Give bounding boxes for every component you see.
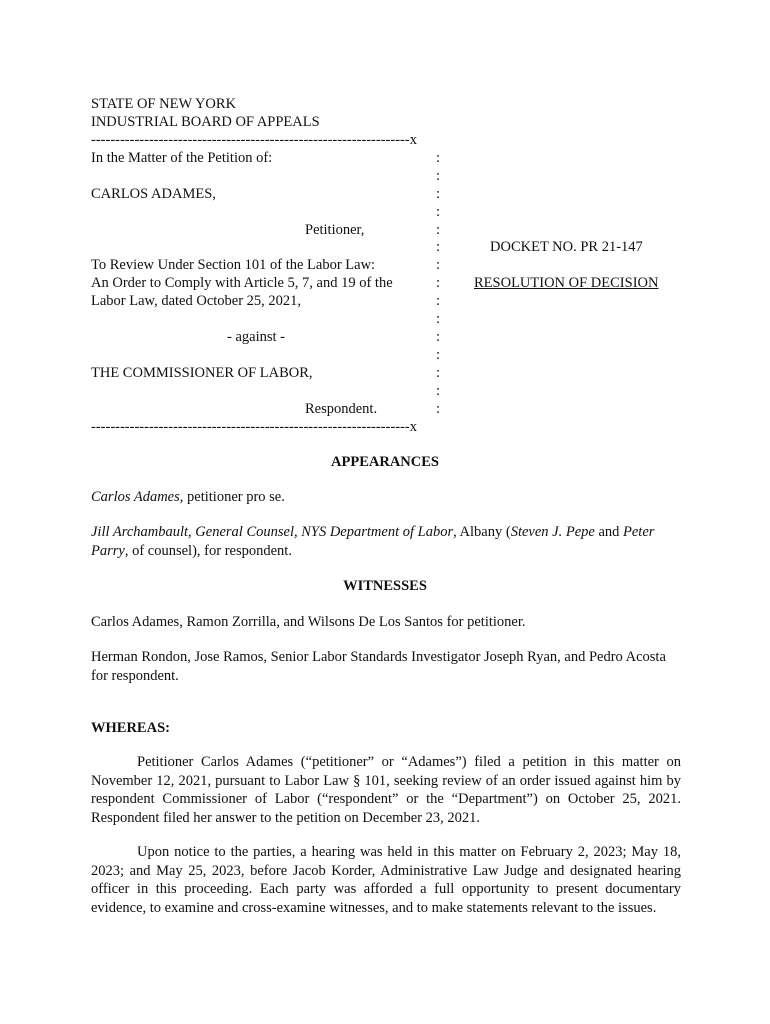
caption-colon: : [436,329,441,345]
caption-rule-top: ------------------------------------------------------------------x [91,132,417,148]
caption-colon: : [436,186,441,202]
witnesses-respondent: Herman Rondon, Jose Ramos, Senior Labor Standards Investigator Joseph Ryan, and Pedro Acosta for respondent. [91,649,666,684]
caption-colon: : [436,293,441,309]
appearance-respondent-text: , of counsel), for respondent. [124,542,292,559]
docket-number: DOCKET NO. PR 21-147 [490,239,643,255]
respondent-role: Respondent. [305,401,378,417]
witnesses-heading: WITNESSES [343,578,427,594]
review-line-2: An Order to Comply with Article 5, 7, and 19 of the [91,275,393,291]
caption-colon: : [436,383,441,399]
caption-colon: : [436,239,441,255]
respondent-counsel-2: Peter Parry [91,524,655,559]
appearance-respondent-text: and [594,524,624,540]
appearance-respondent [91,523,681,560]
document-title: RESOLUTION OF DECISION [474,275,659,291]
court-state: STATE OF NEW YORK [91,96,237,112]
review-line-3: Labor Law, dated October 25, 2021, [91,293,302,309]
in-the-matter: In the Matter of the Petition of: [91,150,273,166]
petitioner-name: CARLOS ADAMES, [91,186,216,202]
caption-rule-bottom: ------------------------------------------------------------------x [91,419,417,435]
caption-colon: : [436,257,441,273]
appearance-petitioner-name: Carlos Adames, [91,489,184,505]
appearance-petitioner-text: petitioner pro se. [183,489,285,505]
whereas-paragraph-1: Petitioner Carlos Adames (“petitioner” or “Adames”) filed a petition in this matter on November 12, 2021, pursuant to Labor Law § 101, seeking review of an order issued against him by respondent Commissioner of Labor (“respondent” or the “Department”) on October 25, 2021. Respondent filed her answer to the petition on December 23, 2021. [91,754,681,826]
caption-colon: : [436,365,441,381]
caption-colon: : [436,347,441,363]
respondent-counsel-office: Jill Archambault, General Counsel, NYS Department of Labor [91,524,454,540]
caption-colon: : [436,150,441,166]
respondent-name: THE COMMISSIONER OF LABOR, [91,365,313,381]
petitioner-role: Petitioner, [305,222,365,238]
caption-colon: : [436,401,441,417]
appearances-heading: APPEARANCES [331,454,439,470]
caption-colon: : [436,222,441,238]
caption-colon: : [436,311,441,327]
appearance-respondent-text: , Albany ( [453,524,511,540]
court-board: INDUSTRIAL BOARD OF APPEALS [91,114,320,130]
respondent-counsel-1: Steven J. Pepe [510,524,595,540]
appearance-petitioner [91,488,681,507]
against: - against - [227,329,285,345]
caption-colon: : [436,168,441,184]
caption-colon: : [436,204,441,220]
whereas-paragraph-2: Upon notice to the parties, a hearing was held in this matter on February 2, 2023; May 18, 2023; and May 25, 2023, before Jacob Korder, Administrative Law Judge and designated hearing officer in this proceeding. Each party was afforded a full opportunity to present documentary evidence, to examine and cross-examine witnesses, and to make statements relevant to the issues. [91,844,681,916]
review-line-1: To Review Under Section 101 of the Labor Law: [91,257,376,273]
witnesses-petitioner: Carlos Adames, Ramon Zorrilla, and Wilsons De Los Santos for petitioner. [91,614,526,630]
caption-colon: : [436,275,441,291]
whereas-heading: WHEREAS: [91,720,170,736]
